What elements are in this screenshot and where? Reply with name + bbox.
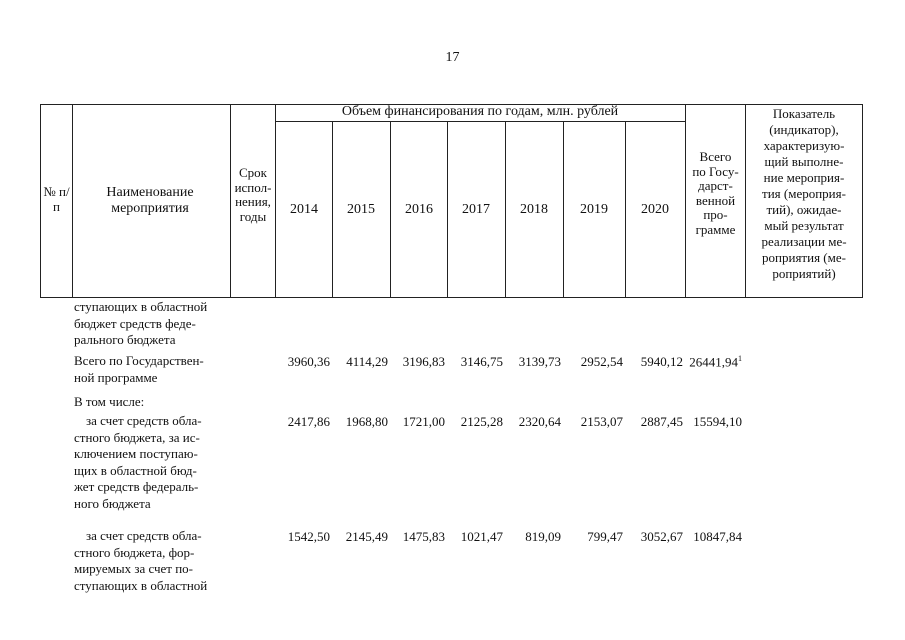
- header-col-number: № п/п: [43, 184, 70, 214]
- header-col-term-line: нения,: [235, 194, 271, 209]
- value-cell: 4114,29: [346, 354, 388, 369]
- value-cell: 1721,00: [402, 414, 445, 429]
- row-label-line: жет средств федераль-: [74, 479, 199, 494]
- header-col-indicator-line: тий), ожидае-: [766, 202, 842, 217]
- row-label-line: бюджет средств феде-: [74, 315, 196, 331]
- header-col-indicator-line: роприятия (ме-: [762, 250, 846, 265]
- header-col-total-line: дарст-: [698, 178, 733, 193]
- value-cell: 1968,80: [345, 414, 388, 429]
- header-col-total-line: по Госу-: [692, 163, 739, 179]
- row-label-line: ступающих в областной: [74, 577, 208, 593]
- header-col-indicator-line: ние мероприя-: [763, 170, 845, 185]
- row-label-line: ключением поступаю-: [74, 446, 198, 461]
- value-cell: 2417,86: [287, 414, 330, 429]
- header-col-indicator-line: (индикатор),: [769, 122, 839, 137]
- row-label-line: В том числе:: [74, 394, 145, 409]
- value-cell: 2320,64: [518, 414, 561, 429]
- row-label-including: [74, 394, 234, 411]
- header-funding-title: Объем финансирования по годам, млн. рублей: [341, 104, 619, 119]
- header-col-total: [686, 150, 745, 237]
- value-cell: 799,47: [587, 529, 623, 544]
- value-cell: 2887,45: [640, 414, 683, 429]
- value-cell: 5940,12: [640, 354, 683, 369]
- header-year: 2017: [462, 202, 490, 217]
- value-cell: 3139,73: [518, 354, 561, 369]
- header-col-indicator-line: Показатель: [772, 106, 836, 121]
- value-cell: 3960,36: [287, 354, 330, 369]
- total-cell: [680, 354, 742, 370]
- header-year: 2019: [580, 202, 608, 217]
- value-cell: 1542,50: [287, 529, 330, 544]
- row-label-total: [74, 353, 234, 386]
- row-label-line: ступающих в областной: [74, 299, 208, 314]
- row-label-line: стного бюджета, фор-: [74, 544, 195, 560]
- header-col-term: [231, 166, 275, 224]
- value-cell: 3196,83: [402, 354, 445, 369]
- row-label-continued: [74, 299, 234, 349]
- header-col-total-line: про-: [703, 207, 728, 222]
- row-label-line: ного бюджета: [74, 495, 151, 511]
- value-cell: 1475,83: [402, 529, 445, 544]
- header-col-total-line: венной: [695, 192, 736, 208]
- header-year: 2016: [405, 202, 433, 217]
- row-label-line: за счет средств обла-: [86, 413, 202, 428]
- value-cell: 2145,49: [345, 529, 388, 544]
- value-cell: 2952,54: [580, 354, 623, 369]
- header-year: 2020: [641, 202, 669, 217]
- header-year: 2014: [290, 202, 318, 217]
- header-col-indicator-line: мый результат: [764, 218, 844, 233]
- value-cell: 2153,07: [580, 414, 623, 429]
- total-value: 26441,94: [689, 354, 738, 370]
- value-cell: 3146,75: [460, 354, 503, 369]
- row-label-line: мируемых за счет по-: [74, 561, 194, 576]
- page-number: 17: [445, 50, 460, 65]
- header-col-indicator-line: роприятий): [772, 266, 836, 281]
- total-cell: 15594,10: [693, 414, 742, 429]
- header-year: 2018: [520, 202, 548, 217]
- value-cell: 2125,28: [460, 414, 503, 429]
- header-col-indicator-line: щий выполне-: [764, 154, 844, 169]
- value-cell: 819,09: [525, 529, 561, 544]
- value-cell: 1021,47: [460, 529, 503, 544]
- header-col-term-line: испол-: [234, 179, 272, 195]
- row-label-line: ной программе: [74, 369, 158, 385]
- total-cell: 10847,84: [693, 529, 742, 544]
- header-col-term-line: Срок: [239, 165, 267, 180]
- header-year: 2015: [347, 202, 375, 217]
- row-label-federal-funds: [74, 528, 230, 594]
- header-col-indicator-line: реализации ме-: [761, 234, 847, 249]
- header-col-total-line: Всего: [699, 149, 732, 164]
- row-label-line: Всего по Государствен-: [74, 353, 204, 368]
- value-cell: 3052,67: [640, 529, 683, 544]
- header-col-term-line: годы: [239, 208, 267, 224]
- header-col-indicator-line: тия (мероприя-: [762, 186, 846, 201]
- row-label-line: стного бюджета, за ис-: [74, 429, 200, 445]
- row-label-regional-budget: [74, 413, 230, 512]
- row-label-line: щих в областной бюд-: [74, 462, 197, 478]
- footnote-mark: 1: [738, 354, 742, 363]
- header-col-indicator: [746, 106, 862, 282]
- row-label-line: рального бюджета: [74, 332, 176, 347]
- header-col-name: Наименование мероприятия: [106, 185, 194, 216]
- row-label-line: за счет средств обла-: [86, 528, 202, 543]
- header-col-total-line: грамме: [695, 221, 736, 237]
- header-col-indicator-line: характеризую-: [763, 138, 845, 153]
